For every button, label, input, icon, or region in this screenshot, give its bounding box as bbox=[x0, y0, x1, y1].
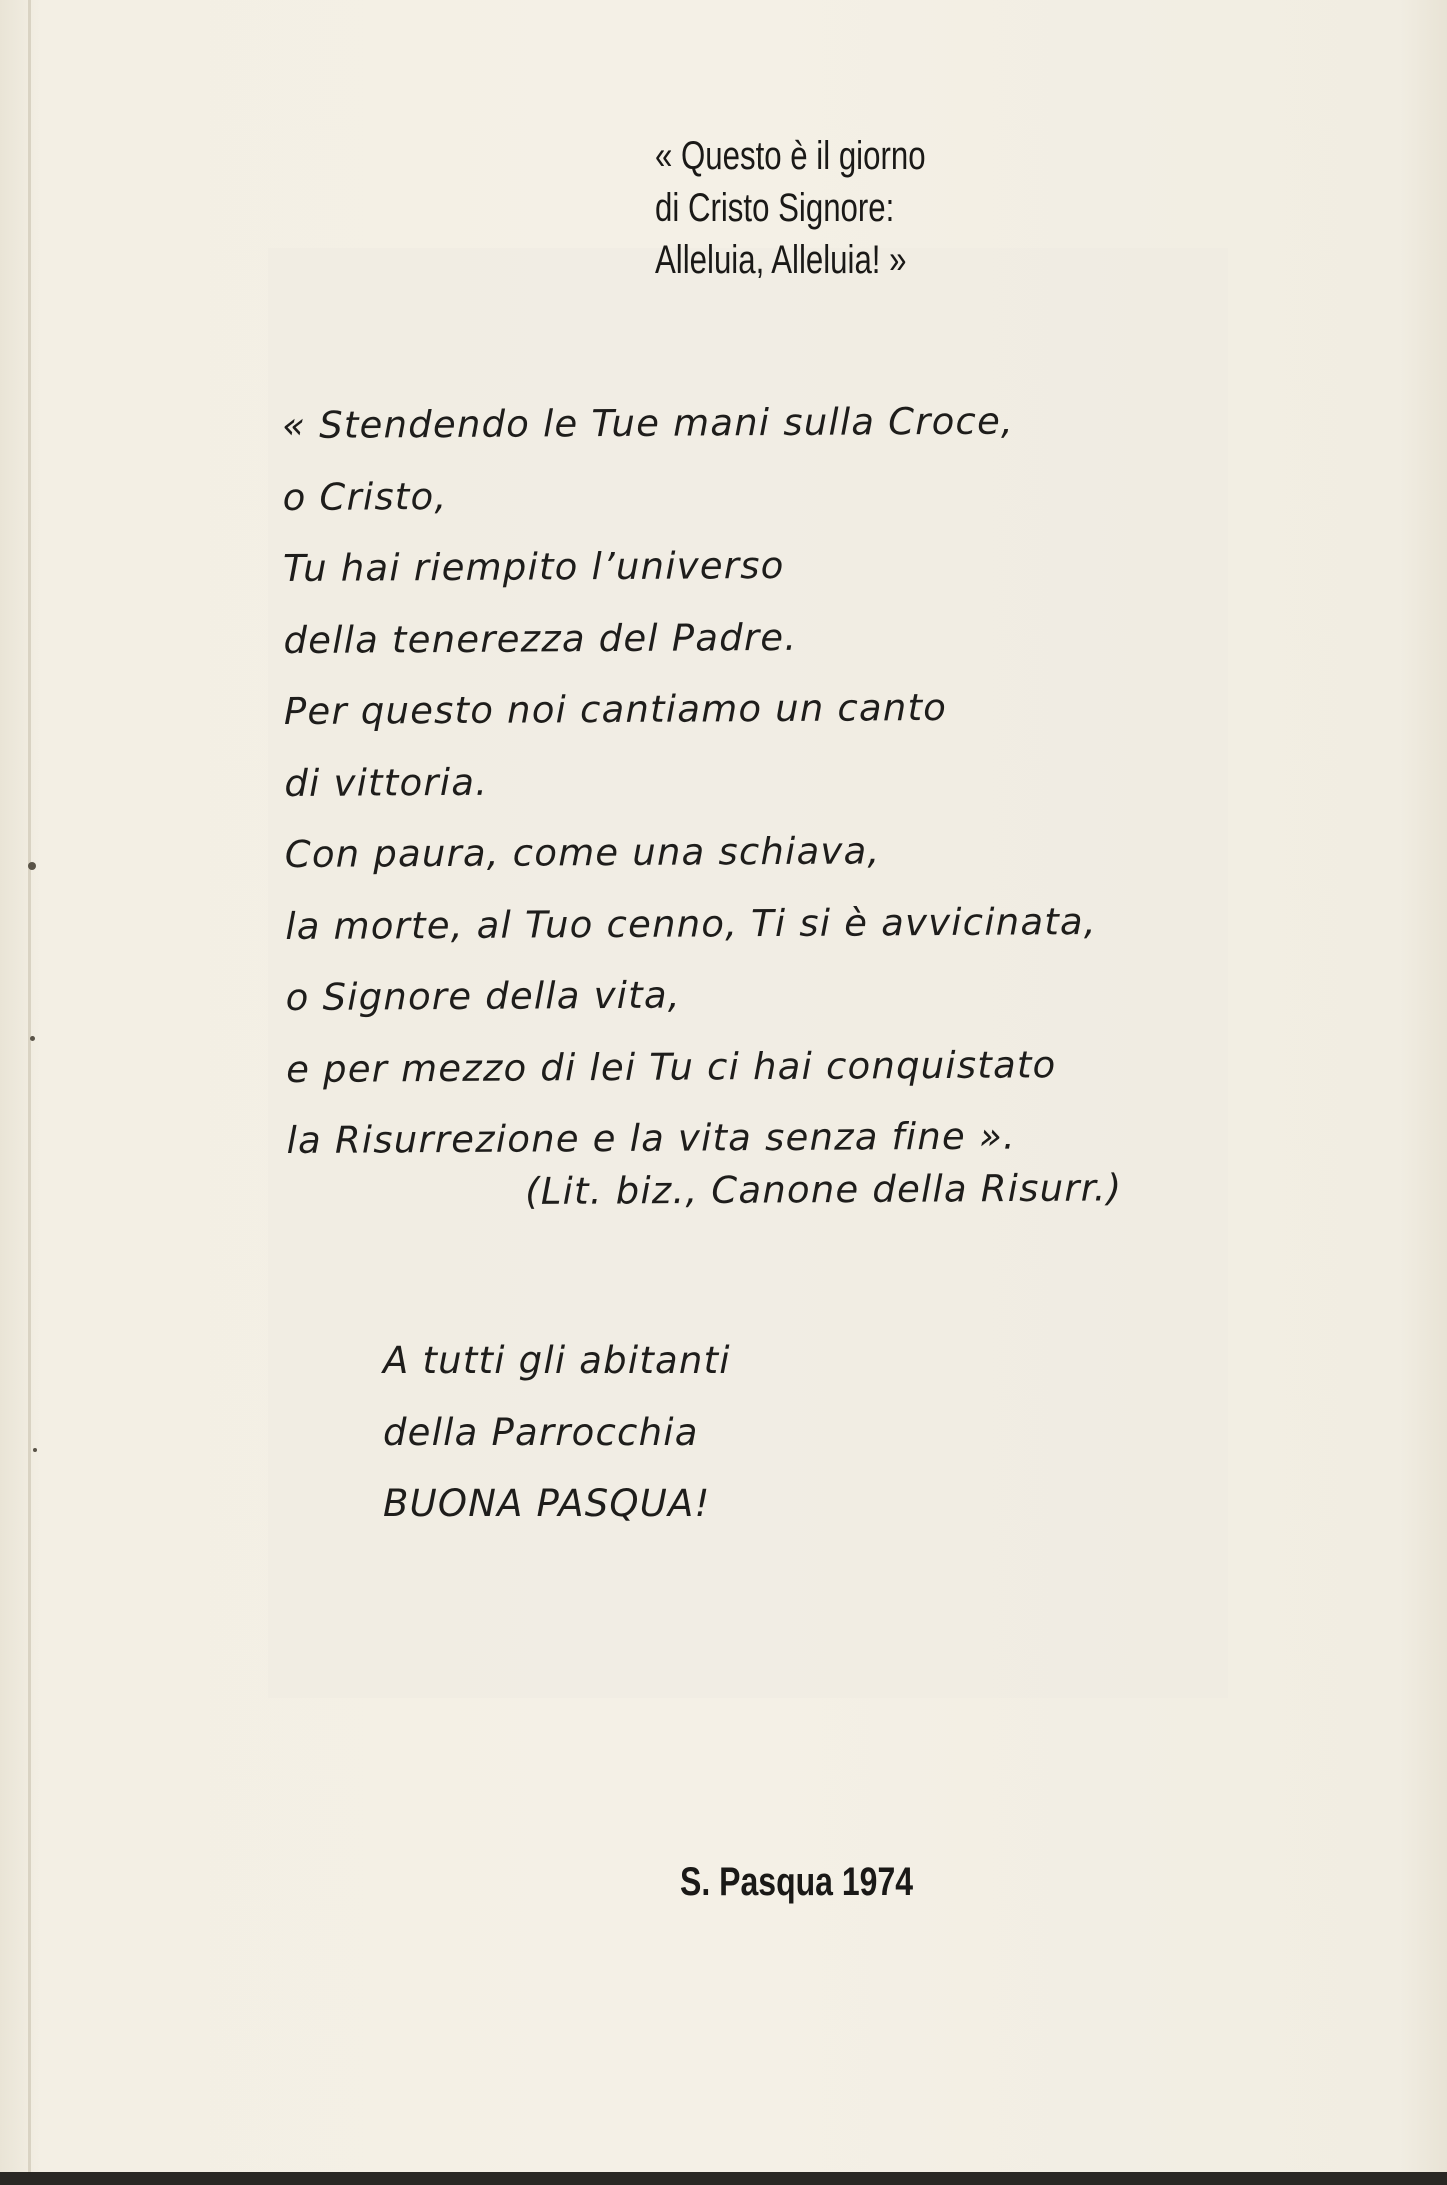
staple-hole-mark bbox=[30, 1036, 35, 1041]
staple-hole-mark bbox=[28, 862, 36, 870]
heading-verse bbox=[655, 130, 926, 286]
greeting-line: della Parrocchia bbox=[383, 1410, 699, 1454]
greeting-text bbox=[383, 1325, 731, 1540]
page-spine bbox=[28, 0, 31, 2185]
heading-line: di Cristo Signore: bbox=[655, 186, 895, 230]
easter-date: S. Pasqua 1974 bbox=[680, 1860, 914, 1904]
poem-line: Per questo noi cantiamo un canto bbox=[283, 685, 948, 733]
heading-line: Alleluia, Alleluia! » bbox=[655, 238, 907, 282]
poem-line: Con paura, come una schiava, bbox=[284, 829, 881, 876]
poem-line: di vittoria. bbox=[284, 760, 489, 805]
poem-line: della tenerezza del Padre. bbox=[283, 615, 798, 662]
poem-text bbox=[282, 385, 1098, 1176]
greeting-line: A tutti gli abitanti bbox=[383, 1339, 731, 1382]
heading-line: « Questo è il giorno bbox=[655, 134, 926, 178]
poem-line: o Signore della vita, bbox=[285, 973, 681, 1019]
staple-hole-mark bbox=[33, 1448, 37, 1452]
poem-attribution: (Lit. biz., Canone della Risurr.) bbox=[525, 1166, 1123, 1213]
poem-line: Tu hai riempito l’universo bbox=[282, 543, 785, 590]
poem-line: o Cristo, bbox=[282, 474, 448, 519]
greeting-line: BUONA PASQUA! bbox=[383, 1482, 711, 1525]
poem-line: e per mezzo di lei Tu ci hai conquistato bbox=[286, 1042, 1057, 1091]
poem-line: la Risurrezione e la vita senza fine ». bbox=[286, 1114, 1017, 1162]
poem-line: « Stendendo le Tue mani sulla Croce, bbox=[282, 399, 1015, 447]
page-bottom-edge bbox=[0, 2172, 1447, 2185]
poem-line: la morte, al Tuo cenno, Ti si è avvicinata, bbox=[285, 899, 1097, 948]
